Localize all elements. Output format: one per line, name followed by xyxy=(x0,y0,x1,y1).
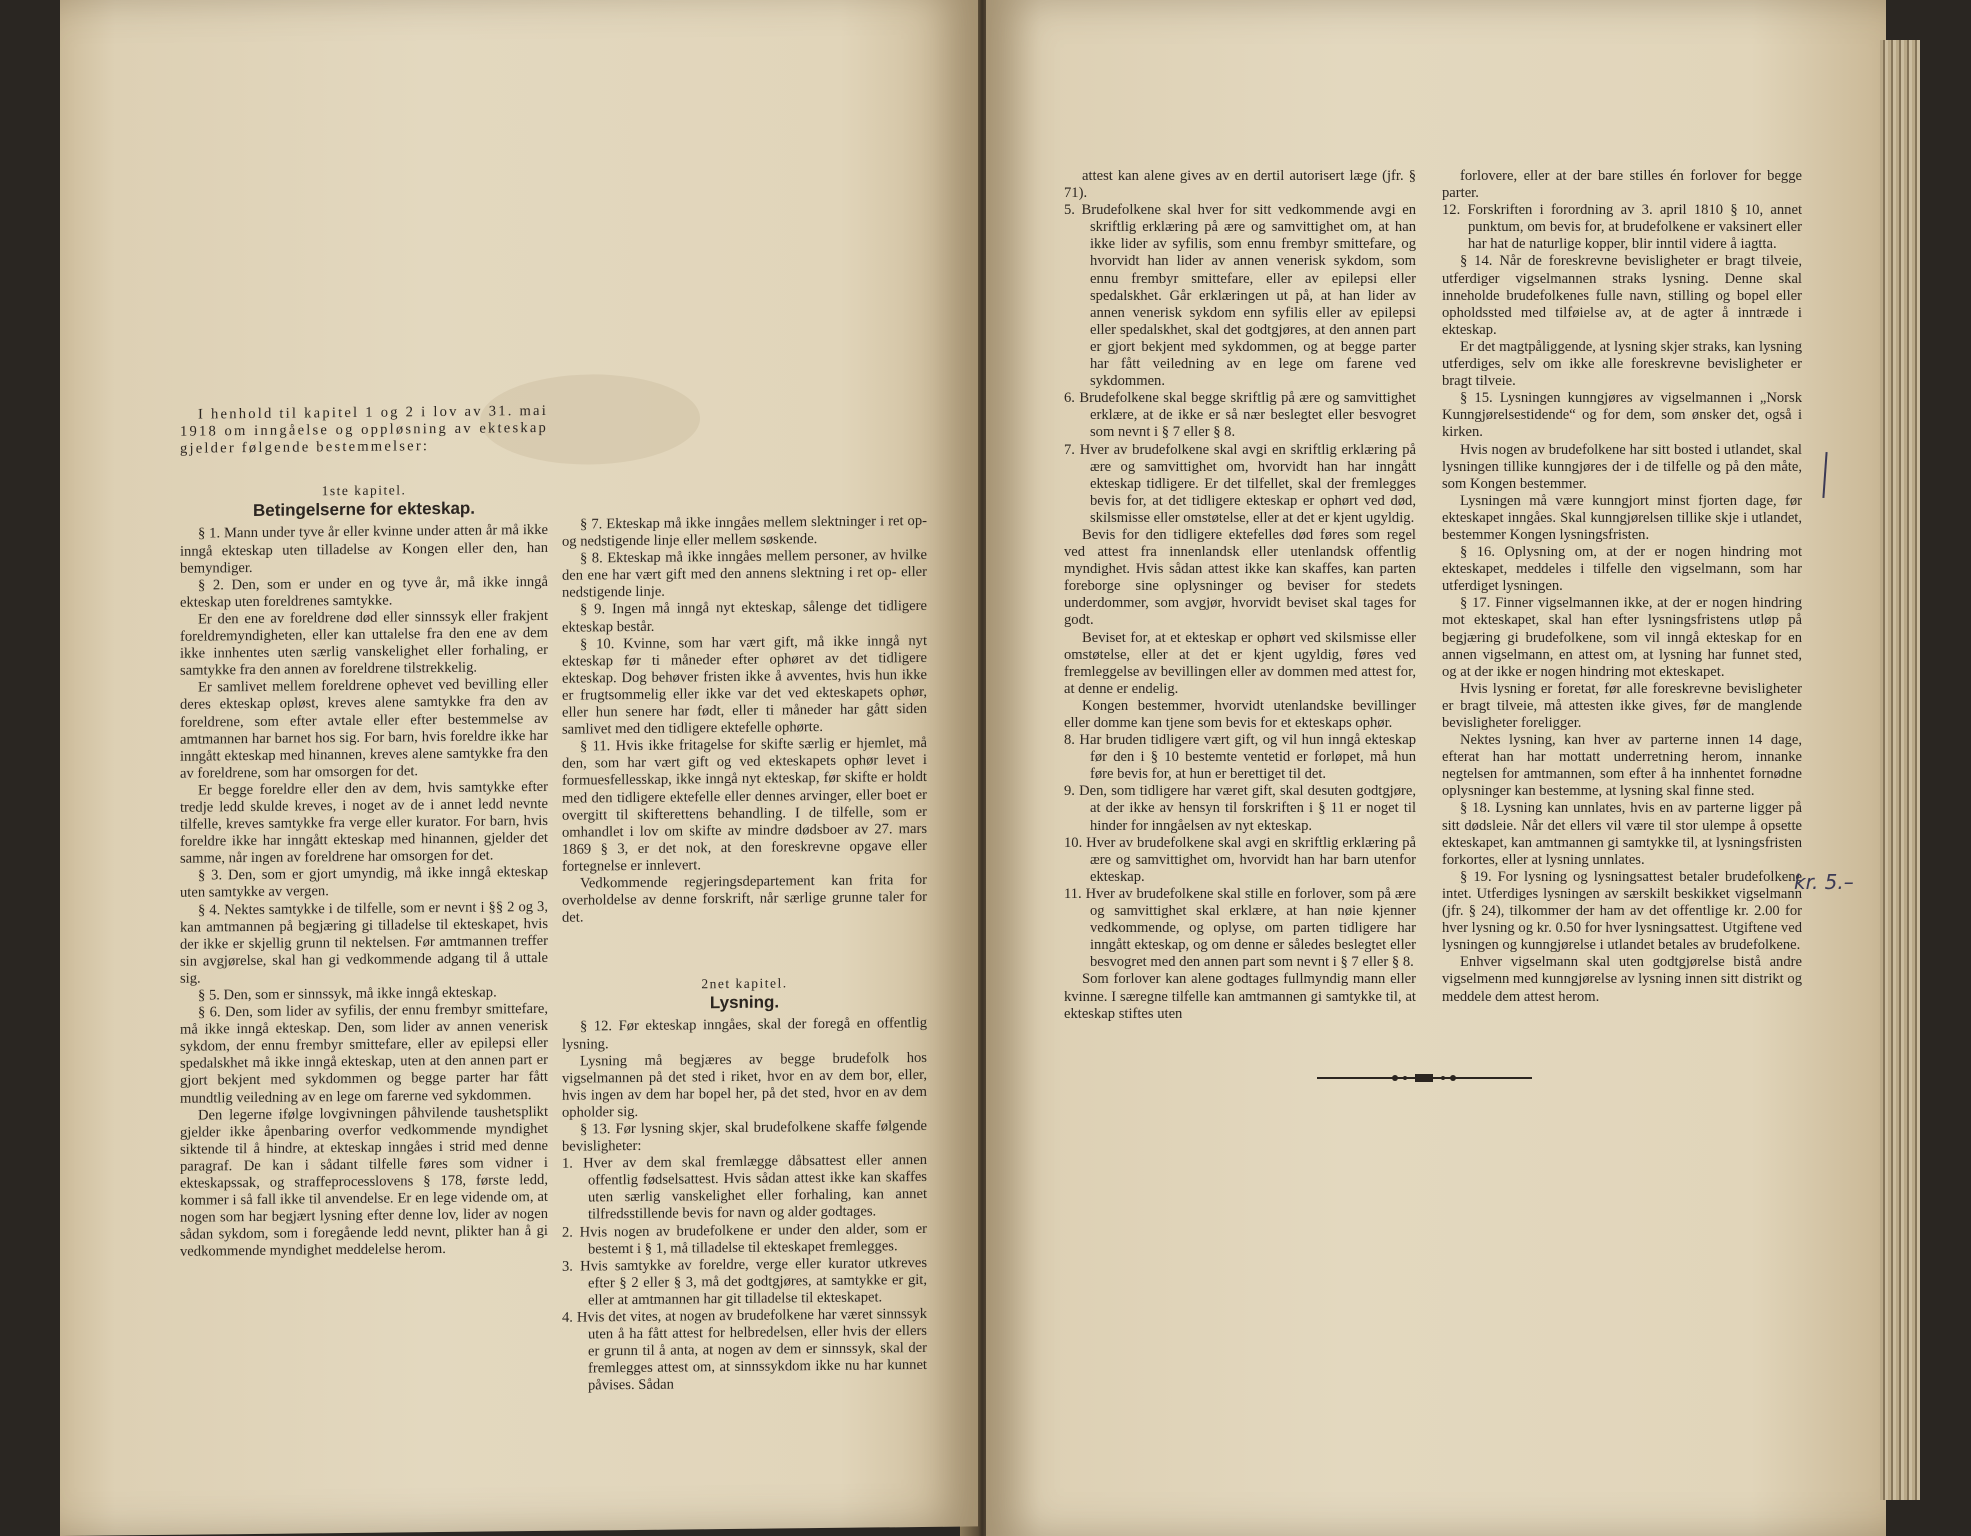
paragraph: § 11. Hvis ikke fritagelse for skifte særlig er hjemlet, må den, som har vært gift og ved ekteskapets ophør levet i formuesfellesskap, ikke inngå nyt ekteskap, før skifte er holdt med den tidligere ektefelle eller dennes arvinger, eller boet er overgitt til skifterettens behandling. I de tilfelle, som er omhandlet i lov om skifte av mindre dødsboer av 27. mars 1869 § 3, er det nok, at den foreskrevne opgave eller fortegnelse er innlevert. xyxy=(562,735,927,875)
list-item: 8. Har bruden tidligere vært gift, og vil hun inngå ekteskap før den i § 10 bestemte ventetid er forløpet, må hun føre bevis for, at hun er berettiget til det. xyxy=(1064,732,1416,783)
paragraph: § 7. Ekteskap må ikke inngåes mellem slektninger i ret op- og nedstigende linje eller mellem søskende. xyxy=(562,512,927,550)
list-item: 3. Hvis samtykke av foreldre, verge eller kurator utkreves efter § 2 eller § 3, må det godtgjøres, at samtykke er git, eller at amtmannen har git tilladelse til ekteskapet. xyxy=(562,1254,927,1309)
paragraph: § 5. Den, som er sinnssyk, må ikke inngå ekteskap. xyxy=(198,984,497,1004)
paragraph: § 6. Den, som lider av syfilis, der ennu frembyr smittefare, må ikke inngå ekteskap. Den, som lider av annen venerisk sykdom, der ennu frembyr smittefare, eller av epilepsi eller spedalskhet må ikke inngå ekteskap, uten at den annen part er gjort bekjent med sykdommen og begge parter har fått mundtlig veiledning av en lege om farerne ved sykdommen. xyxy=(180,1000,548,1107)
paragraph: § 10. Kvinne, som har vært gift, må ikke inngå nyt ekteskap før ti måneder efter ophøret av det tidligere ekteskap. Dog behøver fristen ikke å avventes, hvis hun ikke er frugtsommelig eller ikke var det ved ekteskapets ophør, eller hun senere har født, eller ti måneder har gått siden samlivet med den tidligere ektefelle ophørte. xyxy=(562,632,927,738)
paragraph: § 14. Når de foreskrevne bevisligheter er bragt tilveie, utferdiger vigselmannen straks lysning. Denne skal inneholde brudefolkenes fulle navn, stilling og bopel eller opholdssted med tilføielse av, at de agter å inntræde i ekteskap. xyxy=(1442,253,1802,338)
paragraph: Som forlover kan alene godtages fullmyndig mann eller kvinne. I særegne tilfelle kan amtmannen gi samtykke til, at ekteskap stiftes uten xyxy=(1064,971,1416,1022)
paragraph: forlovere, eller at der bare stilles én forlover for begge parter. xyxy=(1442,168,1802,202)
paragraph: § 13. Før lysning skjer, skal brudefolkene skaffe følgende bevisligheter: xyxy=(562,1117,927,1155)
paragraph: Kongen bestemmer, hvorvidt utenlandske bevillinger eller domme kan tjene som bevis for et ekteskaps ophør. xyxy=(1064,697,1416,731)
list-item: 9. Den, som tidligere har været gift, skal desuten godtgjøre, at der ikke av hensyn til forskriften i § 11 er noget til hinder for inngåelsen av nyt ekteskap. xyxy=(1064,783,1416,834)
chapter-2-label: 2net kapitel. xyxy=(701,975,788,992)
list-item: 7. Hver av brudefolkene skal avgi en skriftlig erklæring på ære og samvittighet om, hvorvidt han har inngått ekteskap tidligere. Er det tilfellet, skal der fremlegges bevis for, at det tidligere ekteskap er ophørt ved død, skilsmisse eller omstøtelse, eller at det er kjent ugyldig. xyxy=(1064,441,1416,526)
paragraph: § 3. Den, som er gjort umyndig, må ikke inngå ekteskap uten samtykke av vergen. xyxy=(180,864,548,902)
paragraph: Bevis for den tidligere ektefelles død føres som regel ved attest fra innenlandsk eller utenlandsk offentlig myndighet. Hvis sådan attest ikke kan skaffes, kan parten foreborge sine oplysninger og beviser for stedets underdommer, som avgjør, hvorvidt beviset skal tages for godt. xyxy=(1064,526,1416,629)
paragraph: § 16. Oplysning om, at der er nogen hindring mot ekteskapet, meddeles i tilfelle den vigselmann, som har utferdiget lysningen. xyxy=(1442,544,1802,595)
list-item: 10. Hver av brudefolkene skal avgi en skriftlig erklæring på ære og samvittighet om, hvorvidt han har barn utenfor ekteskap. xyxy=(1064,834,1416,885)
list-item: 12. Forskriften i forordning av 3. april 1810 § 10, annet punktum, om bevis for, at brudefolkene er vaksinert eller har hat de naturlige kopper, blir inntil videre å iagtta. xyxy=(1442,202,1802,253)
right-page xyxy=(986,0,1886,1536)
intro-text: I henhold til kapitel 1 og 2 i lov av 31. mai 1918 om inngåelse og oppløsning av ekteskap gjelder følgende bestemmelser: xyxy=(180,402,548,457)
paragraph: Lysning må begjæres av begge brudefolk hos vigselmannen på det sted i riket, hvor en av dem bor, eller, hvis ingen av dem har bopel her, på det sted, hvor en av dem opholder sig. xyxy=(562,1049,927,1121)
paragraph: Enhver vigselmann skal uten godtgjørelse bistå andre vigselmenn med kunngjørelse av lysning innen sitt distrikt og meddele dem attest herom. xyxy=(1442,954,1802,1005)
paragraph: Lysningen må være kunngjort minst fjorten dage, før ekteskapet inngåes. Skal kunngjørelsen tillike skje i utlandet, bestemmer Kongen lysningsfristen. xyxy=(1442,492,1802,543)
paragraph: Beviset for, at et ekteskap er ophørt ved skilsmisse eller omstøtelse, eller at det er kjent ugyldig, føres ved fremleggelse av bevillingen eller av dommen med attest for, at denne er endelig. xyxy=(1064,629,1416,697)
paragraph: attest kan alene gives av en dertil autorisert læge (jfr. § 71). xyxy=(1064,168,1416,202)
chapter-1-title: Betingelserne for ekteskap. xyxy=(252,499,476,521)
paragraph: § 17. Finner vigselmannen ikke, at der er nogen hindring mot ekteskapet, skal han efter lysningsfristens utløp på begjæring gi brudefolkene, som vil inngå ekteskap for en annen vigselmann, en attest om, at lysning har funnet sted, og at der ikke er nogen hindring mot ekteskapet. xyxy=(1442,595,1802,680)
pen-mark xyxy=(1822,452,1827,498)
list-item: 1. Hver av dem skal fremlægge dåbsattest eller annen offentlig fødselsattest. Hvis sådan attest ikke kan skaffes uten særlig vanskelighet eller forhaling, kan annet tilfredsstillende bevis for navn og alder godtages. xyxy=(562,1152,927,1223)
list-item: 2. Hvis nogen av brudefolkene er under den alder, som er bestemt i § 1, må tilladelse til ekteskapet fremlegges. xyxy=(562,1220,927,1258)
chapter-1-label: 1ste kapitel. xyxy=(321,482,407,499)
left-column-2 xyxy=(562,513,927,1395)
paragraph: Er begge foreldre eller den av dem, hvis samtykke efter tredje ledd skulde kreves, i noget av de i annet ledd nevnte tilfelle, kreves samtykke fra verge eller kurator. For barn, hvis foreldre ikke har inngått ekteskap med hinannen, gjelder det samme, når ingen av foreldrene har omsorgen for det. xyxy=(180,778,548,867)
left-page xyxy=(60,0,978,1536)
paragraph: Den legerne ifølge lovgivningen påhvilende taushetsplikt gjelder ikke åpenbaring overfor vedkommende myndighet siktende til å hindre, at ekteskap inngåes i strid med denne paragraf. De kan i sådant tilfelle føres som vidner i ekteskapssak, og straffeprocesslovens § 178, første ledd, kommer i så fall ikke til anvendelse. Er en lege vidende om, at nogen som har begjært lysning efter denne lov, lider av nogen sådan sykdom, som i foregående ledd nevnt, plikter han å gi vedkommende myndighet meddelelse herom. xyxy=(180,1103,548,1261)
paragraph: § 15. Lysningen kunngjøres av vigselmannen i „Norsk Kunngjørelsestidende“ og for dem, som ønsker det, også i kirken. xyxy=(1442,390,1802,441)
paragraph: Er samlivet mellem foreldrene ophevet ved bevilling eller deres ekteskap opløst, kreves alene samtykke fra den av foreldrene, som efter avtale eller efter bestemmelse av amtmannen har barnet hos sig. For barn, hvis foreldre ikke har inngått ekteskap med hinannen, kreves alene samtykke fra den av foreldrene, som har omsorgen for det. xyxy=(180,676,548,782)
paragraph: Vedkommende regjeringsdepartement kan frita for overholdelse av denne forskrift, når særlige grunne taler for det. xyxy=(562,871,927,926)
paragraph: Hvis nogen av brudefolkene har sitt bosted i utlandet, skal lysningen tillike kunngjøres der i de tilfelle og på den måte, som Kongen bestemmer. xyxy=(1442,441,1802,492)
paragraph: § 2. Den, som er under en og tyve år, må ikke inngå ekteskap uten foreldrenes samtykke. xyxy=(180,573,548,611)
paragraph: § 19. For lysning og lysningsattest betaler brudefolkene intet. Utferdiges lysningen av særskilt beskikket vigselmann (jfr. § 24), tilkommer der ham av det offentlige kr. 2.00 for hver lysning og kr. 0.50 for hver lysningsattest. Utgiftene ved lysningen og kunngjørelse i utlandet betales av brudefolkene. xyxy=(1442,868,1802,954)
right-column-1 xyxy=(1064,168,1416,1023)
paragraph: § 18. Lysning kan unnlates, hvis en av parterne ligger på sitt dødsleie. Når det ellers vil være til stor ulempe å opsette ekteskapet, kan amtmannen gi samtykke til, at lysningsfristen forkortes, eller at lysning unnlates. xyxy=(1442,800,1802,868)
list-item: 6. Brudefolkene skal begge skriftlig på ære og samvittighet erklære, at de ikke er så nær beslegtet eller besvogret som nevnt i § 7 eller § 8. xyxy=(1064,390,1416,441)
handwritten-note: kr. 5.– xyxy=(1794,870,1854,894)
list-item: 4. Hvis det vites, at nogen av brudefolkene har været sinnssyk uten å ha fått attest for helbredelsen, eller hvis der ellers er grunn til å anta, at nogen av dem er sinnssyk, skal der fremlegges attest om, at sinnssykdom ikke nu har kunnet påvises. Sådan xyxy=(562,1305,927,1394)
right-column-2 xyxy=(1442,168,1802,1006)
ornament-divider xyxy=(1317,1072,1532,1084)
paragraph: Nektes lysning, kan hver av parterne innen 14 dage, efterat han har mottatt underretning herom, innanke negtelsen for amtmannen, som efter å ha innhentet fornødne oplysninger kan bestemme, at lysning skal finne sted. xyxy=(1442,732,1802,800)
paragraph: Er den ene av foreldrene død eller sinnssyk eller frakjent foreldremyndigheten, eller kan uttalelse fra den ene av dem ikke innhentes uten særlig vanskelighet eller forhaling, er samtykke fra den annen av foreldrene tilstrekkelig. xyxy=(180,607,548,679)
paragraph: § 9. Ingen må inngå nyt ekteskap, sålenge det tidligere ekteskap består. xyxy=(562,598,927,636)
paragraph: § 4. Nektes samtykke i de tilfelle, som er nevnt i §§ 2 og 3, kan amtmannen på begjæring gi tilladelse til ekteskapet, hvis der ikke er skjellig grunn til nektelsen. Før amtmannen treffer sin avgjørelse, skal han gi vedkommende adgang til å uttale sig. xyxy=(180,898,548,987)
paragraph: § 1. Mann under tyve år eller kvinne under atten år må ikke inngå ekteskap uten tilladelse av Kongen eller den, han bemyndiger. xyxy=(180,522,548,577)
paragraph: Er det magtpåliggende, at lysning skjer straks, kan lysning utferdiges, selv om ikke alle foreskrevne bevisligheter er bragt tilveie. xyxy=(1442,338,1802,390)
left-column-1 xyxy=(180,403,548,1261)
chapter-2-title: Lysning. xyxy=(709,992,780,1013)
paragraph: § 12. Før ekteskap inngåes, skal der foregå en offentlig lysning. xyxy=(562,1015,927,1053)
paragraph: Hvis lysning er foretat, før alle foreskrevne bevisligheter er bragt tilveie, må attesten ikke gives, før de manglende bevisligheter foreligger. xyxy=(1442,680,1802,731)
list-item: 5. Brudefolkene skal hver for sitt vedkommende avgi en skriftlig erklæring på ære og samvittighet om, at han ikke lider av syfilis, som ennu frembyr smittefare, og hvorvidt han lider av annen venerisk sykdom, som ennu frembyr smittefare, eller av epilepsi eller spedalskhet. Går erklæringen ut på, at han lider av annen venerisk sykdom enn syfilis eller av epilepsi eller spedalskhet, skal det godtgjøres, at den annen part er gjort bekjent med sykdommen, og at begge parter har fått veiledning av en lege om farene ved sykdommen. xyxy=(1064,202,1416,390)
page-edges xyxy=(1880,40,1920,1500)
paragraph: § 8. Ekteskap må ikke inngåes mellem personer, av hvilke den ene har vært gift med den annens slektning i ret op- eller nedstigende linje. xyxy=(562,547,927,602)
list-item: 11. Hver av brudefolkene skal stille en forlover, som på ære og samvittighet skal erklære, at han nøie kjenner vedkommende, og oplyse, om parten tidligere har inngått ekteskap, og om denne er således beslegtet eller besvogret med den annen part som nevnt i § 7 eller § 8. xyxy=(1064,885,1416,971)
